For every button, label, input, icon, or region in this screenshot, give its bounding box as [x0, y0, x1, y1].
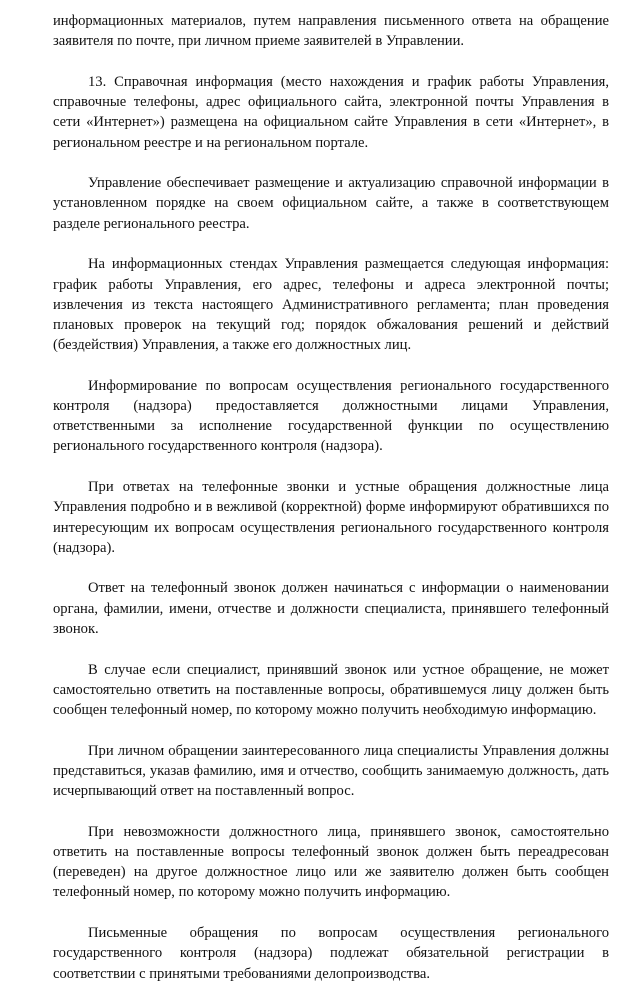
paragraph-item-13: 13. Справочная информация (место нахождения и график работы Управления, справочные телефоны, адрес официального сайта, электронной почты Управления в сети «Интернет») размещена на официальном сайте Управления в сети «Интернет», в региональном реестре и на региональном портале. [53, 73, 609, 151]
paragraph-redirect-number: В случае если специалист, принявший звонок или устное обращение, не может самостоятельно ответить на поставленные вопросы, обратившемуся лицу должен быть сообщен телефонный номер, по которому можно получить необходимую информацию. [53, 661, 609, 718]
paragraph-stands: На информационных стендах Управления размещается следующая информация: график работы Управления, его адрес, телефоны и адреса электронной почты; извлечения из текста настоящего Административного регламента; план проведения плановых проверок на текущий год; порядок обжалования решений и действий (бездействия) Управления, а также его должностных лиц. [53, 256, 609, 354]
paragraph-personal-visit: При личном обращении заинтересованного лица специалисты Управления должны представиться, указав фамилию, имя и отчество, сообщить занимаемую должность, дать исчерпывающий ответ на поставленный вопрос. [53, 742, 609, 800]
paragraph-phone-start: Ответ на телефонный звонок должен начинаться с информации о наименовании органа, фамилии, имени, отчестве и должности специалиста, принявшего телефонный звонок. [53, 580, 609, 637]
paragraph-transfer-call: При невозможности должностного лица, принявшего звонок, самостоятельно ответить на поставленные вопросы телефонный звонок должен быть переадресован (переведен) на другое должностное лицо или же заявителю должен быть сообщен телефонный номер, по которому можно получить информацию. [53, 823, 609, 901]
paragraph-site-info: Управление обеспечивает размещение и актуализацию справочной информации в установленном порядке на своем официальном сайте, а также в соответствующем разделе регионального реестра. [53, 175, 609, 232]
paragraph-continuation: информационных материалов, путем направления письменного ответа на обращение заявителя по почте, при личном приеме заявителей в Управлении. [53, 13, 609, 50]
document-page [53, 11, 609, 1004]
paragraph-written-requests: Письменные обращения по вопросам осуществления регионального государственного контроля (надзора) подлежат обязательной регистрации в соответствии с принятыми требованиями делопроизводства. [53, 925, 609, 982]
paragraph-phone-answers: При ответах на телефонные звонки и устные обращения должностные лица Управления подробно и в вежливой (корректной) форме информируют обратившихся по интересующим их вопросам осуществления регионального государственного контроля (надзора). [53, 479, 609, 556]
paragraph-informing: Информирование по вопросам осуществления регионального государственного контроля (надзора) предоставляется должностными лицами Управления, ответственными за исполнение государственной функции по осуществлению регионального государственного контроля (надзора). [53, 377, 609, 455]
